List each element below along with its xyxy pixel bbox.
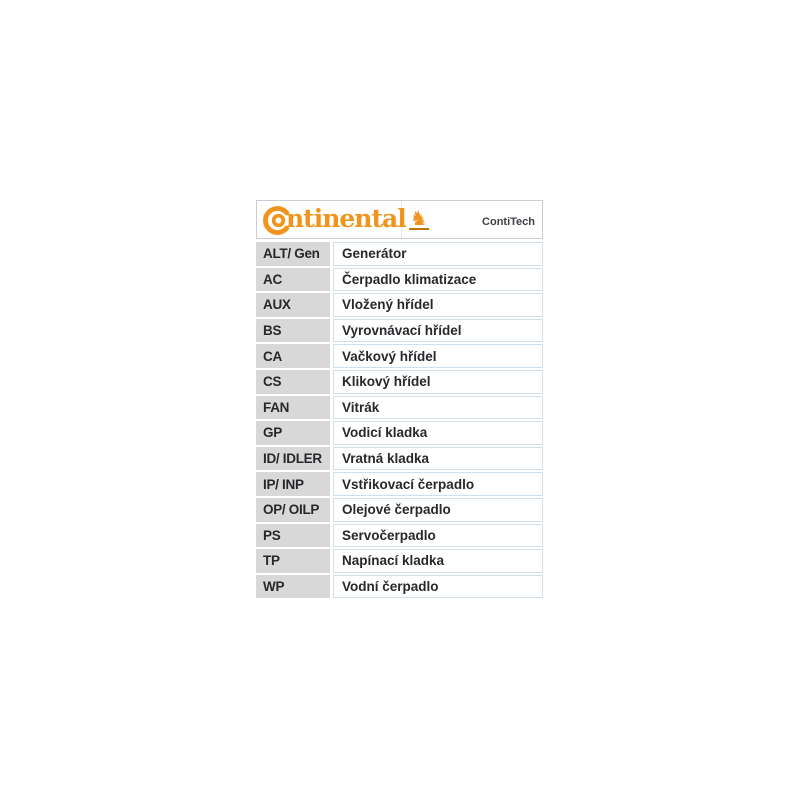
contitech-wordmark: ContiTech xyxy=(482,215,535,228)
table-row xyxy=(256,242,543,266)
abbreviation-cell: CS xyxy=(256,370,330,394)
table-row xyxy=(256,319,543,343)
table-row xyxy=(256,549,543,573)
meaning-cell: Vyrovnávací hřídel xyxy=(333,319,543,343)
meaning-cell: Vodní čerpadlo xyxy=(333,575,543,599)
brand-header xyxy=(256,200,543,239)
meaning-cell: Vratná kladka xyxy=(333,447,543,471)
table-row xyxy=(256,498,543,522)
meaning-cell: Napínací kladka xyxy=(333,549,543,573)
meaning-cell: Vačkový hřídel xyxy=(333,344,543,368)
abbreviation-cell: FAN xyxy=(256,396,330,420)
meaning-cell: Servočerpadlo xyxy=(333,524,543,548)
table-row xyxy=(256,524,543,548)
glossary-card xyxy=(256,200,543,600)
abbreviation-cell: WP xyxy=(256,575,330,599)
abbreviation-cell: AUX xyxy=(256,293,330,317)
table-row xyxy=(256,396,543,420)
meaning-cell: Vložený hřídel xyxy=(333,293,543,317)
meaning-cell: Vitrák xyxy=(333,396,543,420)
abbreviation-cell: TP xyxy=(256,549,330,573)
abbreviation-cell: IP/ INP xyxy=(256,472,330,496)
meaning-cell: Klikový hřídel xyxy=(333,370,543,394)
table-row xyxy=(256,421,543,445)
abbreviation-cell: ALT/ Gen xyxy=(256,242,330,266)
table-row xyxy=(256,472,543,496)
meaning-cell: Vodicí kladka xyxy=(333,421,543,445)
meaning-cell: Vstřikovací čerpadlo xyxy=(333,472,543,496)
table-row xyxy=(256,447,543,471)
table-row xyxy=(256,268,543,292)
abbreviation-cell: CA xyxy=(256,344,330,368)
continental-logo xyxy=(263,201,429,238)
table-row xyxy=(256,575,543,599)
abbreviation-cell: ID/ IDLER xyxy=(256,447,330,471)
abbreviation-cell: GP xyxy=(256,421,330,445)
meaning-cell: Olejové čerpadlo xyxy=(333,498,543,522)
logo-wordmark-text: ntinental xyxy=(286,203,406,233)
meaning-cell: Generátor xyxy=(333,242,543,266)
abbreviation-cell: OP/ OILP xyxy=(256,498,330,522)
horse-icon: ♞ xyxy=(409,205,428,230)
meaning-cell: Čerpadlo klimatizace xyxy=(333,268,543,292)
abbreviation-cell: PS xyxy=(256,524,330,548)
table-row xyxy=(256,293,543,317)
abbreviation-cell: AC xyxy=(256,268,330,292)
table-row xyxy=(256,344,543,368)
table-row xyxy=(256,370,543,394)
abbreviation-cell: BS xyxy=(256,319,330,343)
